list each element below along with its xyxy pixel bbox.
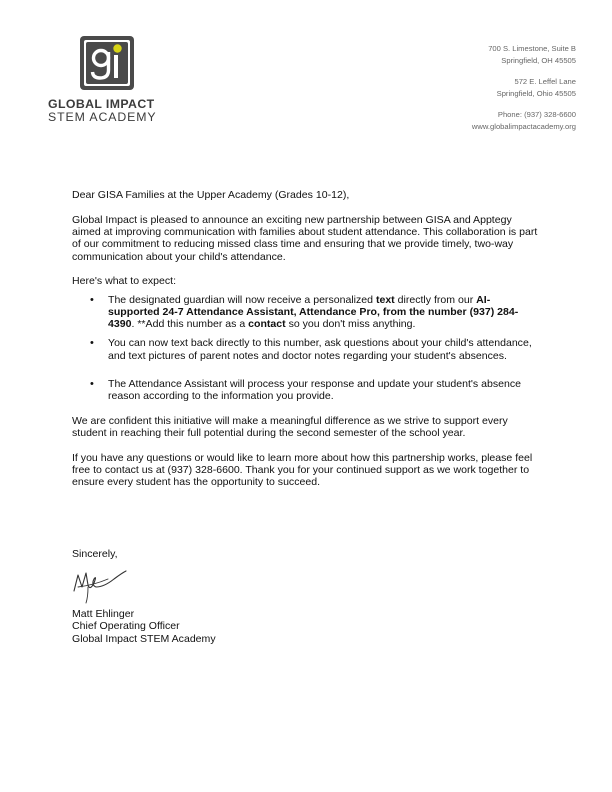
signer-org: Global Impact STEM Academy — [72, 632, 216, 645]
salutation: Dear GISA Families at the Upper Academy (Grades 10-12), — [72, 189, 350, 201]
address1-line1: 700 S. Limestone, Suite B — [488, 44, 576, 53]
list-item: • The designated guardian will now receive a personalized text directly from our AI-supported 24-7 Attendance Assistant, Attendance Pro, from the number (937) 284-4390. **Add this number as a contact so you don't miss anything. — [72, 294, 540, 331]
expect-heading: Here's what to expect: — [72, 275, 177, 288]
intro-paragraph: Global Impact is pleased to announce an exciting new partnership between GISA and Apptegy aimed at improving communication with families about student attendance. This collaboration is part of our commitment to reducing missed class time and ensuring that we provide timely, two-way communication about your child's attendance. — [72, 213, 538, 263]
signature-icon — [64, 557, 134, 605]
letter-body — [72, 189, 540, 501]
org-name-line1: GLOBAL IMPACT — [48, 97, 155, 111]
address1-line2: Springfield, OH 45505 — [501, 56, 576, 65]
org-name-line2: STEM ACADEMY — [48, 109, 157, 124]
list-item: • The Attendance Assistant will process your response and update your student's absence reason according to the information you provide. — [72, 378, 540, 403]
confident-paragraph: We are confident this initiative will make a meaningful difference as we strive to support every student in reaching their full potential during the second semester of the school year. — [72, 414, 508, 439]
address2-line1: 572 E. Leffel Lane — [514, 77, 576, 86]
logo-icon — [80, 36, 134, 90]
signoff-block — [72, 608, 216, 645]
closing: Sincerely, — [72, 548, 118, 560]
expect-list — [72, 294, 540, 403]
signer-title: Chief Operating Officer — [72, 620, 180, 633]
address2-line2: Springfield, Ohio 45505 — [496, 89, 576, 98]
website-link[interactable]: www.globalimpactacademy.org — [471, 122, 576, 131]
signer-name: Matt Ehlinger — [72, 608, 135, 620]
address-block — [376, 43, 576, 133]
list-item: • You can now text back directly to this number, ask questions about your child's attendance, and text pictures of parent notes and doctor notes regarding your student's absences. — [72, 337, 540, 362]
org-name — [48, 98, 178, 123]
questions-paragraph: If you have any questions or would like to learn more about how this partnership works, please feel free to contact us at (937) 328-6600. Thank you for your continued support as we work together to ensure every student has the opportunity to succeed. — [72, 451, 533, 489]
phone: Phone: (937) 328-6600 — [497, 110, 576, 119]
